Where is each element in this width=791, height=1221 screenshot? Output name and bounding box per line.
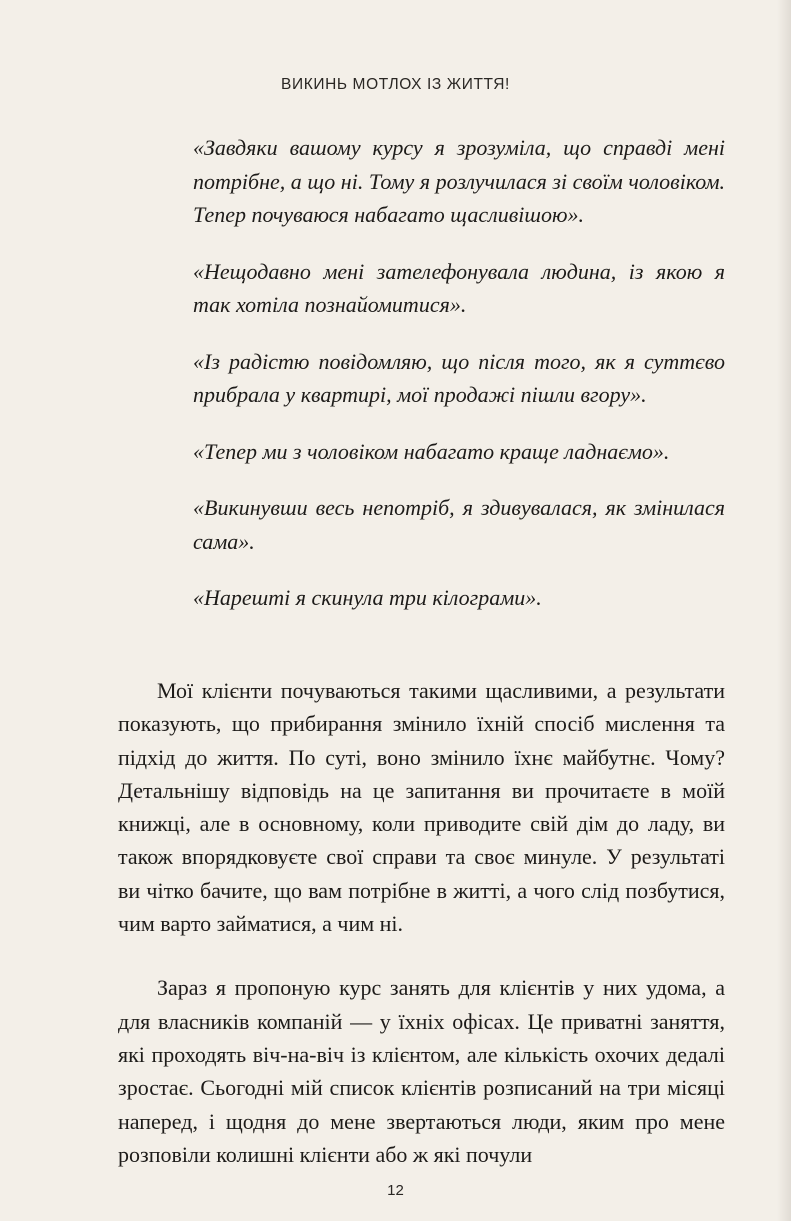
testimonial-quote: «Із радістю повідомляю, що після того, як я суттєво прибрала у квартирі, мої продажі пішли вгору». — [193, 348, 725, 407]
running-header: ВИКИНЬ МОТЛОХ ІЗ ЖИТТЯ! — [281, 76, 510, 93]
body-text — [118, 674, 725, 1171]
body-paragraph: Мої клієнти почуваються такими щасливими, а результати показують, що прибирання змінило їхній спосіб мислення та підхід до життя. По суті, воно змінило їхнє майбутнє. Чому? Детальнішу відповідь на це запитання ви прочитаєте в моїй книжці, але в основному, коли приводите свій дім до ладу, ви також впорядковуєте свої справи та своє минуле. У результаті ви чітко бачите, що вам потрібне в житті, а чого слід позбутися, чим варто займатися, а чим ні. — [118, 678, 725, 937]
testimonial-quote: «Завдяки вашому курсу я зрозуміла, що справді мені потрібне, а що ні. Тому я розлучилася зі своїм чоловіком. Тепер почуваюся набагато щасливішою». — [193, 135, 725, 227]
testimonial-quote: «Викинувши весь непотріб, я здивувалася, як змінилася сама». — [193, 495, 725, 554]
testimonial-quote: «Нещодавно мені зателефонувала людина, із якою я так хотіла познайомитися». — [193, 258, 725, 317]
page-edge-shadow — [777, 0, 791, 1221]
testimonial-list — [193, 131, 725, 615]
testimonial-quote: «Нарешті я скинула три кілограми». — [193, 585, 542, 610]
page-number: 12 — [387, 1182, 404, 1199]
body-paragraph: Зараз я пропоную курс занять для клієнтів у них удома, а для власників компаній — у їхніх офісах. Це приватні заняття, які проходять віч-на-віч із клієнтом, але кількість охочих дедалі зростає. Сьогодні мій список клієнтів розписаний на три місяці наперед, і щодня до мене звертаються люди, яким про мене розповіли колишні клієнти або ж які почули — [118, 975, 725, 1167]
testimonial-quote: «Тепер ми з чоловіком набагато краще ладнаємо». — [193, 438, 670, 464]
